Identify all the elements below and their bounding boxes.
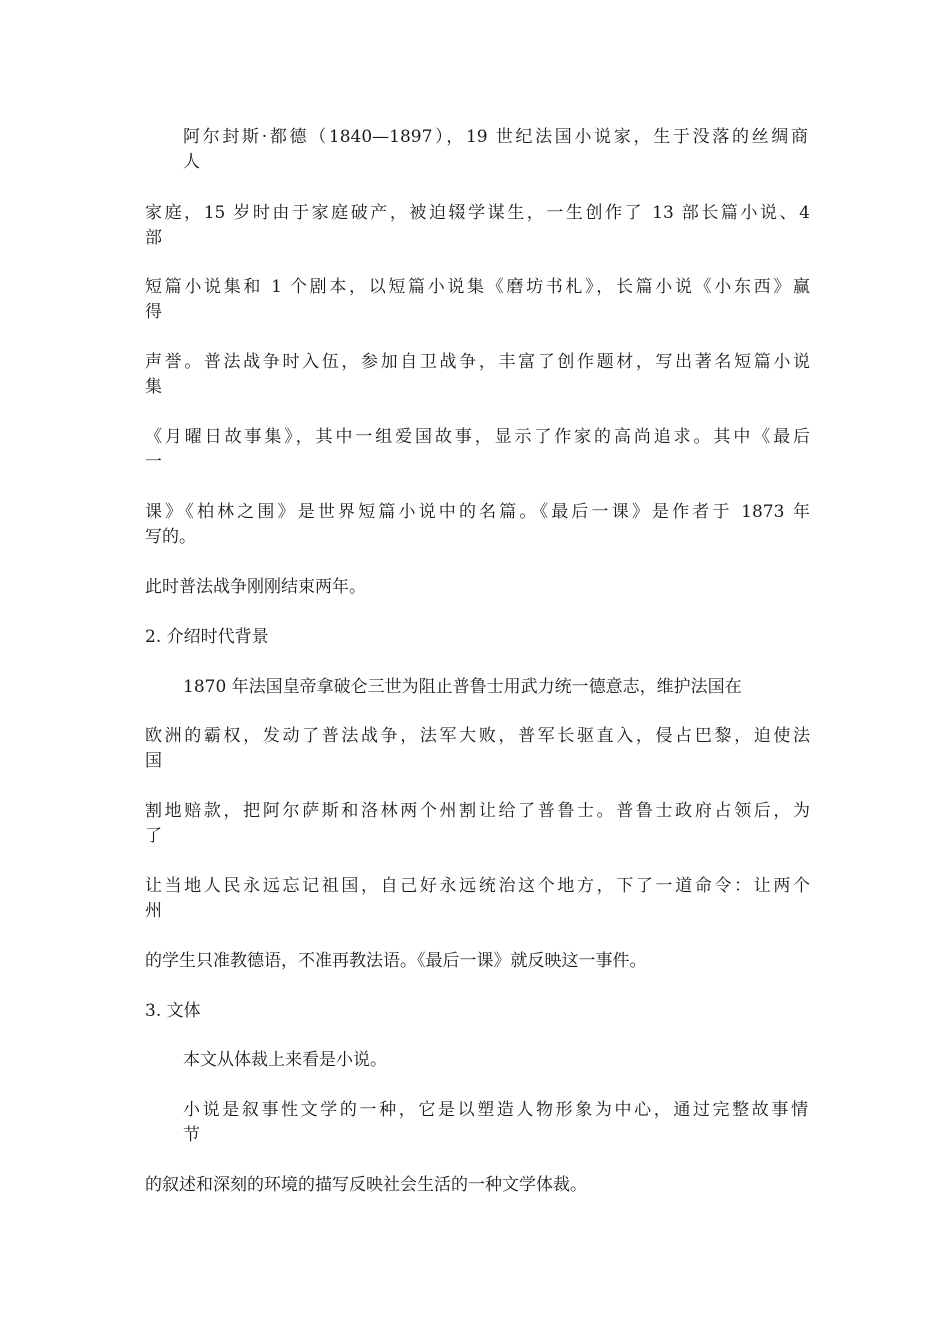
text-line: 割地赔款，把阿尔萨斯和洛林两个州割让给了普鲁士。普鲁士政府占领后，为 (145, 801, 810, 821)
text-line: 部 (145, 228, 162, 248)
text-line: 州 (145, 901, 162, 921)
section-heading: 2. 介绍时代背景 (145, 627, 269, 647)
text-line: 阿尔封斯·都德（1840—1897），19 世纪法国小说家，生于没落的丝绸商 (183, 127, 808, 147)
text-line: 得 (145, 302, 162, 322)
text-line: 的学生只准教德语，不准再教法语。《最后一课》就反映这一事件。 (145, 951, 647, 971)
text-line: 1870 年法国皇帝拿破仑三世为阻止普鲁士用武力统一德意志，维护法国在 (183, 677, 742, 697)
text-line: 声誉。普法战争时入伍，参加自卫战争，丰富了创作题材，写出著名短篇小说 (145, 352, 810, 372)
text-line: 此时普法战争刚刚结束两年。 (145, 577, 366, 597)
section-heading: 3. 文体 (145, 1001, 201, 1021)
text-line: 人 (183, 152, 200, 172)
text-line: 让当地人民永远忘记祖国，自己好永远统治这个地方，下了一道命令：让两个 (145, 876, 810, 896)
text-line: 写的。 (145, 527, 196, 547)
text-line: 小说是叙事性文学的一种，它是以塑造人物形象为中心，通过完整故事情 (183, 1100, 808, 1120)
text-line: 欧洲的霸权，发动了普法战争，法军大败，普军长驱直入，侵占巴黎，迫使法 (145, 726, 810, 746)
text-line: 课》《柏林之围》是世界短篇小说中的名篇。《最后一课》是作者于 1873 年 (145, 502, 810, 522)
text-line: 集 (145, 377, 162, 397)
text-line: 国 (145, 751, 162, 771)
text-line: 一 (145, 452, 162, 472)
text-line: 节 (183, 1125, 200, 1145)
text-line: 了 (145, 826, 162, 846)
text-line: 本文从体裁上来看是小说。 (183, 1050, 387, 1070)
text-line: 短篇小说集和 1 个剧本，以短篇小说集《磨坊书札》，长篇小说《小东西》赢 (145, 277, 810, 297)
text-line: 《月曜日故事集》，其中一组爱国故事，显示了作家的高尚追求。其中《最后 (145, 427, 810, 447)
text-line: 家庭，15 岁时由于家庭破产，被迫辍学谋生，一生创作了 13 部长篇小说、4 (145, 203, 810, 223)
text-line: 的叙述和深刻的环境的描写反映社会生活的一种文学体裁。 (145, 1175, 587, 1195)
